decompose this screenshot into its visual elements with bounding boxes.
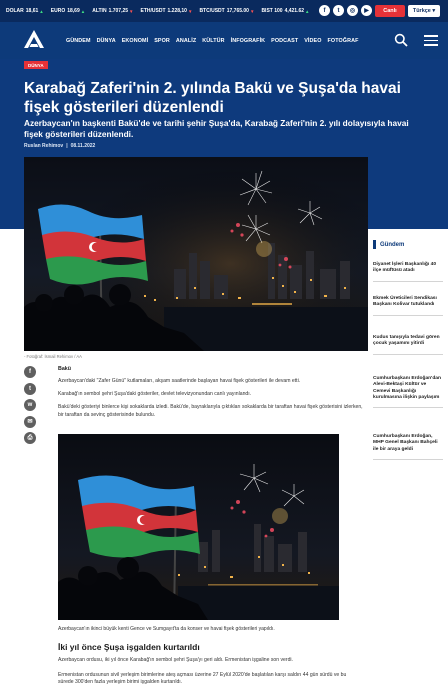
- article-body: [58, 366, 368, 425]
- sidebar-title-text: Gündem: [380, 241, 405, 248]
- ticker-item[interactable]: [92, 8, 133, 14]
- ticker-value: 17,765.00: [226, 8, 249, 14]
- language-button[interactable]: [408, 5, 440, 17]
- sidebar-news-item[interactable]: [373, 335, 443, 354]
- divider: [373, 354, 443, 355]
- sidebar-news-title: Cumhurbaşkanı Erdoğan, MHP Genel Başkanı Bahçeli ile bir araya geldi: [373, 434, 438, 452]
- aa-logo-icon[interactable]: [22, 28, 46, 52]
- hamburger-menu-icon[interactable]: [424, 35, 438, 46]
- ticker-item[interactable]: [199, 8, 254, 14]
- divider: [373, 407, 443, 408]
- live-button-label: Canlı: [383, 8, 397, 14]
- chevron-down-icon: ▾: [432, 8, 436, 14]
- arrow-down-icon: ▼: [187, 8, 193, 14]
- ticker-name: EURO: [50, 8, 66, 14]
- article-meta: [24, 143, 95, 149]
- ticker-item[interactable]: [141, 8, 193, 14]
- arrow-down-icon: ▼: [249, 8, 255, 14]
- article-date: 08.11.2022: [70, 143, 96, 149]
- twitter-icon[interactable]: t: [333, 5, 344, 16]
- arrow-down-icon: ▼: [129, 8, 134, 14]
- author-name[interactable]: Ruslan Rehimov: [24, 143, 64, 149]
- article-paragraph: Ermenistan ordusunun sivil yerleşim birimlerine ateş açması üzerine 27 Eylül 2020'de başlatılan karşı saldırı 44 gün sürdü ve bu sürede 300'den fazla yerleşim birimi işgalden kurtarıldı.: [58, 672, 347, 686]
- article-title: Karabağ Zaferi'nin 2. yılında Bakü ve Şuşa'da havai fişek gösterileri düzenlendi: [24, 80, 401, 116]
- sidebar-news-title: Ekmek Üreticileri Sendikası Başkanı Kolivar tutuklandı: [373, 296, 437, 308]
- language-button-label: Türkçe: [412, 8, 431, 14]
- arrow-up-icon: ▲: [305, 8, 310, 14]
- ticker-name: BIST 100: [261, 8, 283, 14]
- sidebar-news-item[interactable]: [373, 376, 443, 408]
- main-article-photo: [24, 157, 368, 351]
- ticker-item[interactable]: [6, 8, 44, 14]
- sidebar-news-item[interactable]: [373, 434, 443, 459]
- sidebar-news-item[interactable]: [373, 296, 443, 315]
- twitter-share-icon[interactable]: t: [24, 383, 36, 395]
- article-paragraph: Azerbaycan ordusu, iki yıl önce Karabağ'ın sembol şehri Şuşa'yı geri aldı. Ermenistan işgaline son verdi.: [58, 657, 293, 663]
- inline-article-photo: [58, 434, 339, 620]
- photo-credit: - Fotoğraf: İsmail Rehimov / AA: [24, 354, 82, 359]
- divider: [373, 315, 443, 316]
- nav-link[interactable]: ANALİZ: [175, 37, 197, 44]
- facebook-icon[interactable]: f: [319, 5, 330, 16]
- main-navbar: [0, 22, 448, 59]
- search-icon[interactable]: [394, 33, 408, 47]
- nav-links: [66, 22, 364, 59]
- sidebar-title: [373, 240, 443, 249]
- meta-separator: |: [66, 143, 68, 149]
- sidebar-news-title: Cumhurbaşkanı Erdoğan'dan Alevi-Bektaşi Kültür ve Cemevi Başkanlığı kurulmasına ilişkin paylaşım: [373, 376, 442, 400]
- email-share-icon[interactable]: ✉: [24, 416, 36, 428]
- sidebar-news-title: Kudus tanışıyla tedavi gören çocuk yaşamını yitirdi: [373, 335, 440, 347]
- ticker-value: 1.228,10: [167, 8, 187, 14]
- facebook-share-icon[interactable]: f: [24, 366, 36, 378]
- article-summary: Azerbaycan'ın başkenti Bakü'de ve tarihi şehir Şuşa'da, Karabağ Zaferi'nin 2. yılı dolayısıyla havai fişek gösterileri düzenlendi.: [24, 118, 409, 139]
- sidebar-news-title: Diyanet İşleri Başkanlığı 40 ilçe müftüsü atadı: [373, 262, 437, 274]
- divider: [373, 459, 443, 460]
- whatsapp-share-icon[interactable]: w: [24, 399, 36, 411]
- article-subheading: İki yıl önce Şuşa işgalden kurtarıldı: [58, 642, 200, 652]
- ticker-item[interactable]: [261, 8, 309, 14]
- nav-link[interactable]: PODCAST: [271, 37, 299, 44]
- nav-link[interactable]: İNFOGRAFİK: [230, 37, 266, 44]
- nav-link[interactable]: KÜLTÜR: [202, 37, 225, 44]
- sidebar-news-item[interactable]: [373, 262, 443, 281]
- ticker-name: DOLAR: [6, 8, 24, 14]
- ticker-name: BTC/USDT: [199, 8, 225, 14]
- nav-link[interactable]: DÜNYA: [96, 37, 116, 44]
- print-icon[interactable]: ⎙: [24, 432, 36, 444]
- ticker-name: ALTIN: [92, 8, 107, 14]
- ticker-value: 1.707,25: [108, 8, 129, 14]
- live-button[interactable]: [375, 5, 405, 17]
- nav-link[interactable]: VİDEO: [304, 37, 322, 44]
- nav-link[interactable]: SPOR: [154, 37, 170, 44]
- instagram-icon[interactable]: ◎: [347, 5, 358, 16]
- nav-link[interactable]: FOTOĞRAF: [327, 37, 359, 44]
- article-paragraph: Karabağ'ın sembol şehri Şuşa'daki gösteriler, devlet televizyonundan canlı yayınlandı.: [58, 391, 252, 398]
- youtube-icon[interactable]: ▶: [361, 5, 372, 16]
- ticker-value: 18,69: [67, 8, 80, 14]
- divider: [373, 281, 443, 282]
- nav-link[interactable]: EKONOMİ: [121, 37, 149, 44]
- arrow-up-icon: ▲: [80, 8, 86, 14]
- ticker-item[interactable]: [51, 8, 85, 14]
- share-bar: [24, 366, 36, 449]
- social-links: [316, 5, 372, 16]
- category-badge[interactable]: DÜNYA: [24, 61, 48, 69]
- title-accent-bar: [373, 240, 376, 249]
- nav-link[interactable]: GÜNDEM: [66, 37, 91, 44]
- dateline-place: Bakü: [58, 366, 71, 372]
- arrow-up-icon: ▲: [39, 8, 44, 14]
- ticker-name: ETH/USDT: [140, 8, 166, 14]
- agenda-sidebar: [373, 240, 443, 256]
- inline-photo-caption: Azerbaycan'ın ikinci büyük kenti Gence ve Sumgayıt'ta da konser ve havai fişek gösterileri yapıldı.: [58, 626, 275, 632]
- article-paragraph: Azerbaycan'daki "Zafer Günü" kutlamaları, akşam saatlerinde başlayan havai fişek gösterileri ile devam etti.: [58, 378, 301, 384]
- article-paragraph: Bakü'deki gösteriyi binlerce kişi sokaklarda izledi. Bakü'de, bayraklarıyla çıktıkları sokaklarda bir taraftan havai fişek gösterisini izlerken, bir taraftan da sevinç gösterisinde bulundu.: [58, 404, 363, 418]
- ticker-value: 18,61: [25, 8, 39, 14]
- ticker-value: 4,421.62: [284, 8, 305, 14]
